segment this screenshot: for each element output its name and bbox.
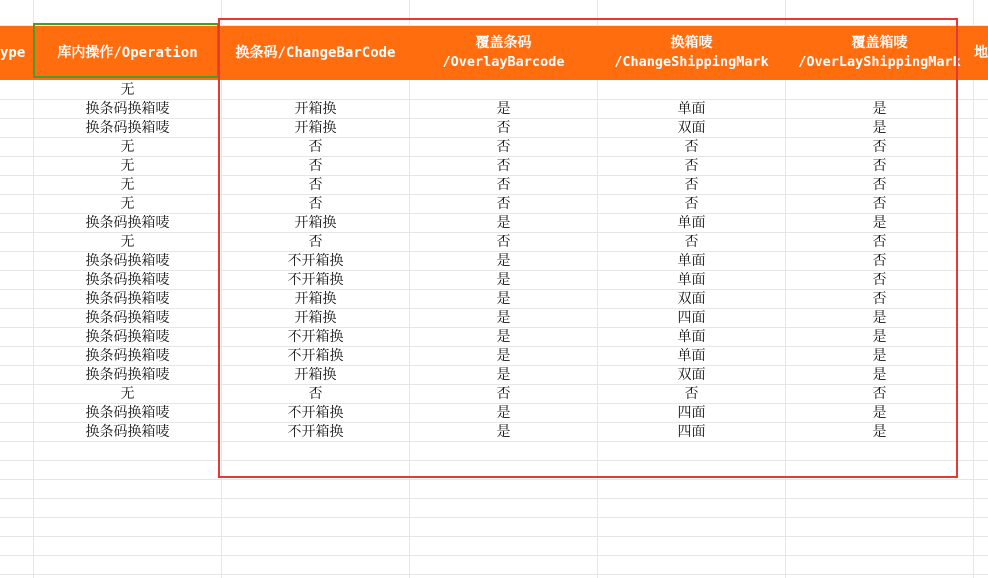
cell-overlay-barcode[interactable]: 否 — [496, 158, 511, 174]
cell-change-barcode[interactable]: 否 — [308, 158, 323, 174]
cell-change-shipping-mark[interactable]: 四面 — [677, 310, 706, 326]
header-operation-label: 库内操作/Operation — [57, 44, 198, 61]
cell-operation[interactable]: 无 — [120, 386, 135, 402]
cell-change-shipping-mark[interactable]: 否 — [684, 177, 699, 193]
cell-overlay-barcode[interactable]: 是 — [496, 310, 511, 326]
cell-overlay-barcode[interactable]: 是 — [496, 215, 511, 231]
cell-operation[interactable]: 换条码换箱唛 — [85, 253, 170, 269]
cell-overlay-barcode[interactable]: 是 — [496, 253, 511, 269]
cell-operation[interactable]: 换条码换箱唛 — [85, 310, 170, 326]
cell-change-barcode[interactable]: 不开箱换 — [287, 253, 344, 269]
header-next-partial-label: 地 — [974, 44, 988, 61]
cell-operation[interactable]: 换条码换箱唛 — [85, 101, 170, 117]
cell-overlay-barcode[interactable]: 是 — [496, 367, 511, 383]
cell-change-barcode[interactable]: 否 — [308, 234, 323, 250]
header-type-partial-label: ype — [0, 44, 26, 61]
cell-overlay-shipping-mark[interactable]: 否 — [872, 386, 887, 402]
cell-change-barcode[interactable]: 否 — [308, 177, 323, 193]
cell-change-shipping-mark[interactable]: 否 — [684, 158, 699, 174]
header-next-partial[interactable] — [974, 26, 988, 80]
header-change-barcode-label: 换条码/ChangeBarCode — [235, 44, 396, 61]
cell-change-barcode[interactable]: 不开箱换 — [287, 329, 344, 345]
cell-overlay-shipping-mark[interactable]: 否 — [872, 234, 887, 250]
cell-operation[interactable]: 换条码换箱唛 — [85, 424, 170, 440]
cell-operation[interactable]: 无 — [120, 234, 135, 250]
cell-overlay-shipping-mark[interactable]: 否 — [872, 253, 887, 269]
highlight-box-green — [33, 23, 219, 78]
header-change-shipping-line2: /ChangeShippingMark — [614, 54, 769, 70]
cell-overlay-shipping-mark[interactable]: 是 — [872, 310, 887, 326]
cell-overlay-shipping-mark[interactable]: 是 — [872, 120, 887, 136]
cell-overlay-barcode[interactable]: 否 — [496, 177, 511, 193]
cell-overlay-shipping-mark[interactable]: 是 — [872, 348, 887, 364]
cell-overlay-barcode[interactable]: 是 — [496, 424, 511, 440]
cell-overlay-shipping-mark[interactable]: 是 — [872, 329, 887, 345]
cell-change-shipping-mark[interactable]: 双面 — [677, 291, 706, 307]
cell-change-barcode[interactable]: 否 — [308, 196, 323, 212]
grid-row-line — [0, 479, 988, 480]
cell-change-barcode[interactable]: 开箱换 — [294, 101, 337, 117]
cell-change-shipping-mark[interactable]: 单面 — [677, 348, 706, 364]
cell-overlay-shipping-mark[interactable]: 否 — [872, 139, 887, 155]
cell-change-barcode[interactable]: 否 — [308, 386, 323, 402]
cell-overlay-shipping-mark[interactable]: 否 — [872, 291, 887, 307]
cell-overlay-barcode[interactable]: 否 — [496, 234, 511, 250]
cell-overlay-barcode[interactable]: 是 — [496, 348, 511, 364]
cell-change-barcode[interactable]: 不开箱换 — [287, 424, 344, 440]
header-overlay-barcode-line2: /OverlayBarcode — [442, 54, 565, 70]
cell-operation[interactable]: 换条码换箱唛 — [85, 329, 170, 345]
cell-operation[interactable]: 无 — [120, 139, 135, 155]
cell-overlay-shipping-mark[interactable]: 是 — [872, 405, 887, 421]
grid-row-line — [0, 574, 988, 575]
cell-change-shipping-mark[interactable]: 四面 — [677, 405, 706, 421]
cell-change-shipping-mark[interactable]: 双面 — [677, 120, 706, 136]
cell-change-barcode[interactable]: 不开箱换 — [287, 272, 344, 288]
cell-operation[interactable]: 无 — [120, 177, 135, 193]
cell-operation[interactable]: 无 — [120, 196, 135, 212]
cell-change-shipping-mark[interactable]: 单面 — [677, 101, 706, 117]
header-overlay-barcode-line1: 覆盖条码 — [475, 35, 532, 51]
cell-operation[interactable]: 换条码换箱唛 — [85, 348, 170, 364]
cell-overlay-barcode[interactable]: 是 — [496, 272, 511, 288]
header-type-partial[interactable] — [0, 26, 33, 80]
cell-operation[interactable]: 换条码换箱唛 — [85, 291, 170, 307]
cell-operation[interactable]: 换条码换箱唛 — [85, 120, 170, 136]
cell-overlay-barcode[interactable]: 否 — [496, 120, 511, 136]
header-change-shipping-line1: 换箱唛 — [670, 35, 713, 51]
cell-change-barcode[interactable]: 不开箱换 — [287, 348, 344, 364]
cell-overlay-barcode[interactable]: 是 — [496, 101, 511, 117]
cell-overlay-shipping-mark[interactable]: 是 — [872, 424, 887, 440]
grid-row-line — [0, 498, 988, 499]
highlight-box-red — [218, 18, 958, 478]
cell-change-shipping-mark[interactable]: 单面 — [677, 329, 706, 345]
header-overlay-shipping-line1: 覆盖箱唛 — [851, 35, 908, 51]
cell-overlay-barcode[interactable]: 是 — [496, 329, 511, 345]
cell-change-shipping-mark[interactable]: 单面 — [677, 272, 706, 288]
cell-overlay-shipping-mark[interactable]: 否 — [872, 272, 887, 288]
cell-change-barcode[interactable]: 开箱换 — [294, 367, 337, 383]
cell-overlay-barcode[interactable]: 否 — [496, 139, 511, 155]
cell-overlay-shipping-mark[interactable]: 否 — [872, 196, 887, 212]
cell-operation[interactable]: 换条码换箱唛 — [85, 272, 170, 288]
cell-operation[interactable]: 无 — [120, 82, 135, 98]
cell-operation[interactable]: 换条码换箱唛 — [85, 405, 170, 421]
grid-row-line — [0, 555, 988, 556]
cell-operation[interactable]: 无 — [120, 158, 135, 174]
cell-overlay-shipping-mark[interactable]: 是 — [872, 101, 887, 117]
cell-change-barcode[interactable]: 否 — [308, 139, 323, 155]
grid-row-line — [0, 517, 988, 518]
cell-operation[interactable]: 换条码换箱唛 — [85, 215, 170, 231]
cell-change-shipping-mark[interactable]: 单面 — [677, 253, 706, 269]
cell-overlay-barcode[interactable]: 否 — [496, 386, 511, 402]
cell-change-shipping-mark[interactable]: 否 — [684, 196, 699, 212]
cell-operation[interactable]: 换条码换箱唛 — [85, 367, 170, 383]
cell-change-barcode[interactable]: 开箱换 — [294, 291, 337, 307]
cell-change-shipping-mark[interactable]: 否 — [684, 139, 699, 155]
cell-change-barcode[interactable]: 开箱换 — [294, 120, 337, 136]
cell-change-barcode[interactable]: 开箱换 — [294, 215, 337, 231]
cell-overlay-barcode[interactable]: 是 — [496, 291, 511, 307]
cell-overlay-barcode[interactable]: 是 — [496, 405, 511, 421]
cell-overlay-shipping-mark[interactable]: 是 — [872, 367, 887, 383]
cell-change-shipping-mark[interactable]: 否 — [684, 234, 699, 250]
cell-overlay-shipping-mark[interactable]: 否 — [872, 158, 887, 174]
cell-change-barcode[interactable]: 不开箱换 — [287, 405, 344, 421]
cell-change-shipping-mark[interactable]: 四面 — [677, 424, 706, 440]
cell-change-barcode[interactable]: 开箱换 — [294, 310, 337, 326]
cell-change-shipping-mark[interactable]: 否 — [684, 386, 699, 402]
grid-row-line — [0, 536, 988, 537]
cell-change-shipping-mark[interactable]: 单面 — [677, 215, 706, 231]
header-overlay-shipping-line2: /OverLayShippingMark — [798, 54, 961, 70]
cell-overlay-shipping-mark[interactable]: 否 — [872, 177, 887, 193]
cell-overlay-shipping-mark[interactable]: 是 — [872, 215, 887, 231]
cell-overlay-barcode[interactable]: 否 — [496, 196, 511, 212]
cell-change-shipping-mark[interactable]: 双面 — [677, 367, 706, 383]
